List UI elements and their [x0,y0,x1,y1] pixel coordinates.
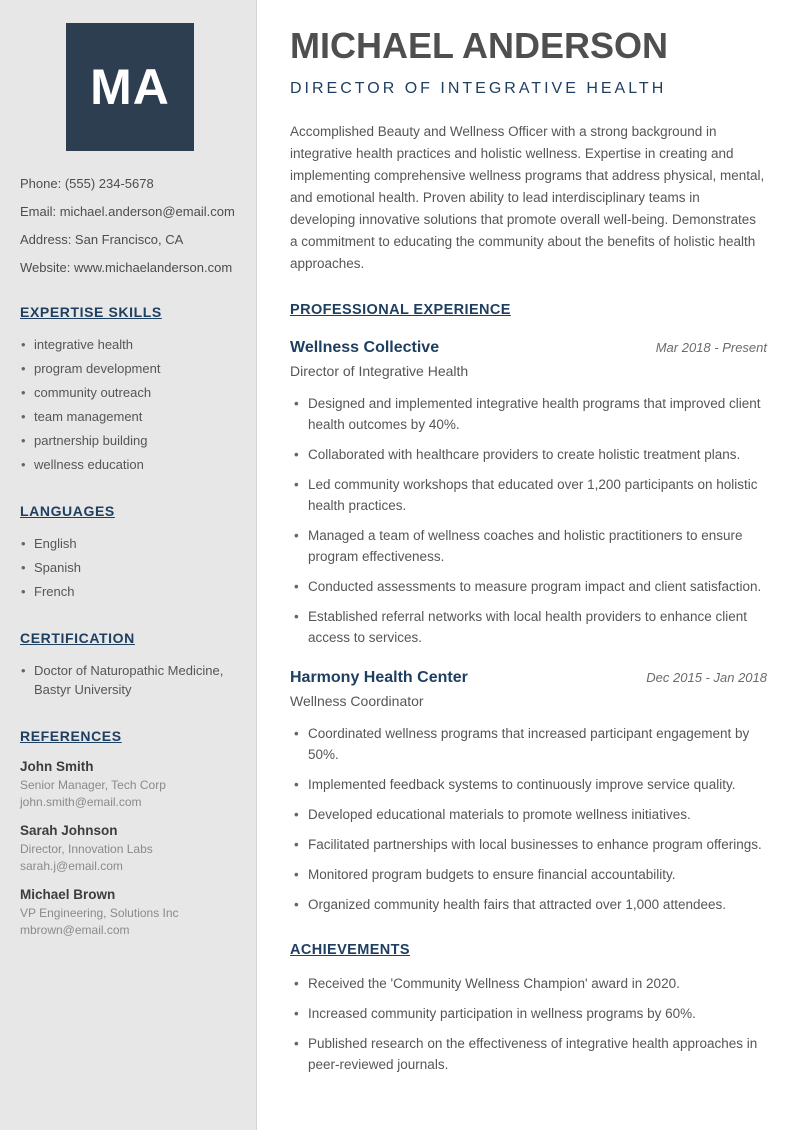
person-job-title: DIRECTOR OF INTEGRATIVE HEALTH [290,80,667,97]
reference-entry [20,823,240,875]
sidebar-list-item: • French [20,582,240,601]
sidebar-section-list [20,534,240,601]
sidebar-list-item: • integrative health [20,335,240,354]
job-entry [290,669,767,915]
sidebar-list-item: • team management [20,407,240,426]
references-section [20,728,240,939]
job-bullet-list [290,393,767,648]
contact-info [20,176,240,275]
sidebar-list-item: • Spanish [20,558,240,577]
job-header [290,339,767,357]
sidebar-list-item: • program development [20,359,240,378]
job-header [290,669,767,687]
job-company: Harmony Health Center [290,669,468,686]
job-bullet: • Developed educational materials to promote wellness initiatives. [290,804,767,825]
job-company: Wellness Collective [290,339,440,356]
achievement-bullet: • Received the 'Community Wellness Champion' award in 2020. [290,973,767,994]
sidebar-section [20,630,240,699]
reference-email: john.smith@email.com [20,795,142,809]
reference-email: mbrown@email.com [20,923,130,937]
sidebar-section-title: LANGUAGES [20,503,115,519]
avatar [66,23,194,151]
job-bullet: • Monitored program budgets to ensure financial accountability. [290,864,767,885]
job-role: Wellness Coordinator [290,693,424,709]
sidebar-list-item: • partnership building [20,431,240,450]
contact-line: Website: www.michaelanderson.com [20,260,233,275]
job-bullet: • Organized community health fairs that attracted over 1,000 attendees. [290,894,767,915]
job-bullet: • Collaborated with healthcare providers to create holistic treatment plans. [290,444,767,465]
sidebar-list-item: • Doctor of Naturopathic Medicine, Bastyr University [20,661,240,699]
sidebar-list-item: • community outreach [20,383,240,402]
reference-role: VP Engineering, Solutions Inc [20,906,179,920]
achievements-section-title: ACHIEVEMENTS [290,942,411,958]
sidebar-list-item: • wellness education [20,455,240,474]
sidebar-section-title: EXPERTISE SKILLS [20,304,162,320]
job-dates: Dec 2015 - Jan 2018 [646,670,767,685]
references-title: REFERENCES [20,728,122,744]
achievement-bullet: • Published research on the effectiveness of integrative health approaches in peer-reviewed journals. [290,1033,767,1075]
resume-main [290,0,767,1084]
sidebar-sections [20,304,240,699]
job-bullet: • Led community workshops that educated over 1,200 participants on holistic health practices. [290,474,767,516]
sidebar-list-item: • English [20,534,240,553]
job-entry [290,339,767,648]
sidebar-section-list [20,661,240,699]
job-role: Director of Integrative Health [290,363,469,379]
contact-line: Phone: (555) 234-5678 [20,176,154,191]
reference-name: Michael Brown [20,887,116,902]
sidebar-section-title: CERTIFICATION [20,630,135,646]
job-bullet: • Managed a team of wellness coaches and holistic practitioners to ensure program effectiveness. [290,525,767,567]
summary-paragraph: Accomplished Beauty and Wellness Officer with a strong background in integrative health practices and holistic wellness. Expertise in creating and implementing comprehensive wellness programs that address physical, mental, and emotional health. Proven ability to lead interdisciplinary teams in developing innovative solutions that promote overall well-being. Demonstrates a commitment to educating the community about the benefits of holistic health approaches. [290,124,765,271]
sidebar-section [20,304,240,474]
reference-role: Director, Innovation Labs [20,842,153,856]
job-bullet: • Established referral networks with local health providers to enhance client access to services. [290,606,767,648]
reference-role: Senior Manager, Tech Corp [20,778,166,792]
reference-name: John Smith [20,759,94,774]
person-name: MICHAEL ANDERSON [290,25,669,66]
experience-jobs [290,339,767,915]
achievement-bullet: • Increased community participation in wellness programs by 60%. [290,1003,767,1024]
avatar-initials: MA [90,59,170,115]
reference-entry [20,887,240,939]
job-bullet: • Coordinated wellness programs that increased participant engagement by 50%. [290,723,767,765]
job-bullet: • Conducted assessments to measure program impact and client satisfaction. [290,576,767,597]
job-bullet: • Designed and implemented integrative health programs that improved client health outcomes by 40%. [290,393,767,435]
sidebar [0,0,257,1130]
reference-name: Sarah Johnson [20,823,118,838]
reference-entry [20,759,240,811]
achievements-list [290,973,767,1075]
sidebar-section [20,503,240,601]
reference-email: sarah.j@email.com [20,859,123,873]
job-bullet-list [290,723,767,915]
contact-line: Email: michael.anderson@email.com [20,204,235,219]
experience-section-title: PROFESSIONAL EXPERIENCE [290,302,511,318]
sidebar-section-list [20,335,240,474]
job-bullet: • Implemented feedback systems to continuously improve service quality. [290,774,767,795]
job-bullet: • Facilitated partnerships with local businesses to enhance program offerings. [290,834,767,855]
job-dates: Mar 2018 - Present [655,340,767,355]
contact-line: Address: San Francisco, CA [20,232,184,247]
references-list [20,759,240,939]
